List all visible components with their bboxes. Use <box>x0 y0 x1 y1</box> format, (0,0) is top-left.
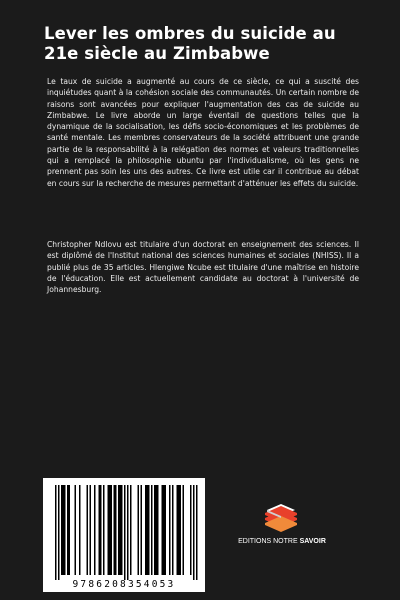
author-bio: Christopher Ndlovu est titulaire d'un doctorat en enseignement des sciences. Il est diplômé de l'Institut national des sciences humaines et sociales (NHISS). Il a publié plus de 35 articles. Hlengiwe Ncube est titulaire d'une maîtrise en histoire de l'éducation. Elle est actuellement candidate au doctorat à l'université de Johannesburg. <box>47 240 359 295</box>
barcode-bar <box>75 485 77 575</box>
barcode-bar <box>183 485 185 575</box>
publisher-name-bold: SAVOIR <box>299 538 326 545</box>
barcode-bar <box>120 485 122 575</box>
barcode-bar <box>190 485 192 575</box>
barcode-bar <box>127 485 129 580</box>
barcode-bar <box>124 485 126 580</box>
barcode-bar <box>69 485 71 575</box>
barcode-bar <box>55 485 57 580</box>
barcode-bar <box>109 485 111 575</box>
barcode-bar <box>177 485 179 575</box>
barcode-bar <box>103 485 105 575</box>
barcode-bar <box>121 485 123 575</box>
barcode-bar <box>154 485 156 575</box>
barcode-bar <box>156 485 158 575</box>
barcode-bar <box>148 485 150 575</box>
barcode-bar <box>165 485 167 575</box>
barcode-bar <box>151 485 153 575</box>
barcode-bar <box>114 485 116 575</box>
book-title-line-2: 21e siècle au Zimbabwe <box>44 44 270 63</box>
barcode-bar <box>115 485 117 575</box>
barcode-bar <box>193 485 195 580</box>
isbn-barcode <box>43 478 205 592</box>
barcode-bars <box>43 478 205 592</box>
barcode-bar <box>67 485 69 575</box>
barcode-bar <box>63 485 65 575</box>
barcode-bar <box>138 485 140 575</box>
barcode-bar <box>196 485 198 580</box>
barcode-bar <box>147 485 149 575</box>
barcode-bar <box>180 485 182 575</box>
publisher-block <box>232 500 332 560</box>
publisher-name-regular: EDITIONS NOTRE <box>238 538 300 545</box>
barcode-bar <box>130 485 132 575</box>
barcode-bar <box>162 485 164 575</box>
book-title-line-1: Lever les ombres du suicide au <box>44 24 336 43</box>
isbn-number: 9786208354053 <box>72 579 176 590</box>
barcode-bar <box>90 485 92 575</box>
book-summary: Le taux de suicide a augmenté au cours de ce siècle, ce qui a suscité des inquiétudes quant à la cohésion sociale des communautés. Un certain nombre de raisons sont avancées pour expliquer l'augmentation des cas de suicide au Zimbabwe. Le livre aborde un large éventail de questions telles que la dynamique de la socialisation, les défis socio-économiques et les problèmes de santé mentale. Les membres conservateurs de la société attribuent une grande partie de la responsabilité à la relégation des normes et valeurs traditionnelles qui a remplacé la philosophie ubuntu par l'individualisme, où les gens ne prennent pas soin les uns des autres. Ce livre est utile car il contribue au débat en cours sur la recherche de mesures permettant d'atténuer les effets du suicide. <box>47 77 359 188</box>
barcode-bar <box>172 485 174 575</box>
barcode-bar <box>169 485 171 575</box>
barcode-bar <box>64 485 66 575</box>
barcode-bar <box>118 485 120 575</box>
barcode-bar <box>141 485 143 575</box>
barcode-bar <box>87 485 89 575</box>
barcode-bar <box>145 485 147 575</box>
barcode-bar <box>108 485 110 575</box>
barcode-bar <box>163 485 165 575</box>
barcode-bar <box>157 485 159 575</box>
book-title <box>44 24 374 64</box>
barcode-bar <box>58 485 60 580</box>
publisher-name <box>232 538 332 545</box>
barcode-bar <box>79 485 81 575</box>
stacked-books-logo-icon <box>261 500 301 534</box>
barcode-bar <box>94 485 96 575</box>
barcode-bar <box>100 485 102 575</box>
barcode-bar <box>178 485 180 575</box>
barcode-bar <box>99 485 101 575</box>
barcode-bar <box>61 485 63 575</box>
barcode-bar <box>111 485 113 575</box>
